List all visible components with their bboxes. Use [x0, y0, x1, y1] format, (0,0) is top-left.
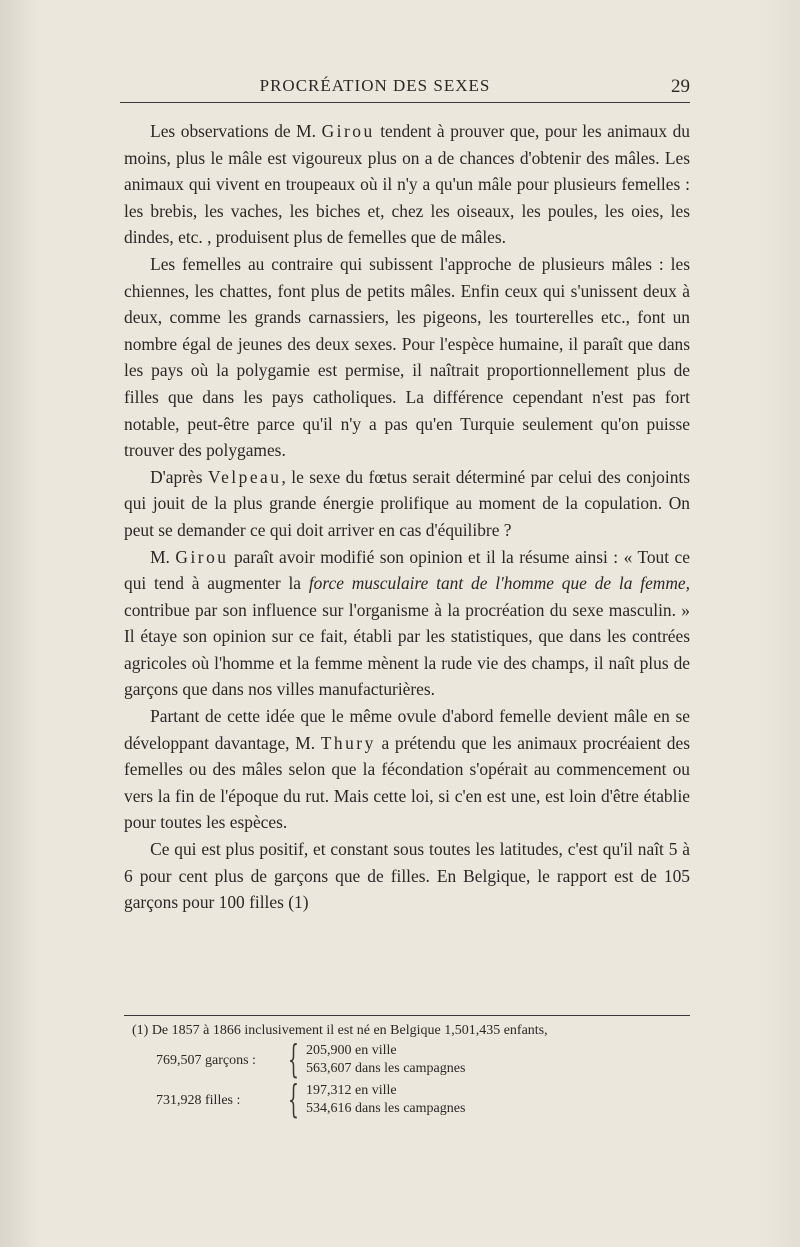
text-run: Les observations de M.	[150, 121, 322, 141]
text-run: a prétendu que les animaux procréaient des femelles ou des mâles selon que la fécondation s'opérait au commencement ou vers la fin de l'époque du rut. Mais cette loi, si c'en est une, est loin d'être établie pour toutes les espèces.	[124, 732, 690, 833]
header-rule	[120, 102, 690, 103]
boys-breakdown	[306, 1042, 465, 1078]
footnote-rule	[124, 1015, 690, 1016]
running-title: PROCRÉATION DES SEXES	[259, 76, 491, 95]
text-run: D'après	[150, 466, 208, 487]
author-name: Thury	[320, 732, 376, 753]
boys-city: 205,900 en ville	[306, 1043, 397, 1058]
text-run: Ce qui est plus positif, et constant sous toutes les latitudes, c'est qu'il naît 5 à 6 pour cent plus de garçons que de filles. En Belgique, le rapport est de 105 garçons pour 100 filles (1)	[124, 839, 690, 913]
paragraph-3	[124, 464, 690, 544]
girls-country: 534,616 dans les campagnes	[306, 1101, 466, 1116]
brace-glyph: {	[288, 1037, 299, 1081]
body-text	[124, 118, 690, 916]
emphasis: force musculaire tant de l'homme que de la femme,	[308, 573, 690, 594]
footnote-line: (1) De 1857 à 1866 inclusivement il est né en Belgique 1,501,435 enfants,	[132, 1023, 548, 1038]
author-name: Girou	[321, 121, 375, 141]
paragraph-4	[124, 544, 690, 704]
page-number: 29	[671, 76, 690, 97]
girls-city: 197,312 en ville	[306, 1083, 397, 1098]
text-run: tendent à prouver que, pour les animaux du moins, plus le mâle est vigoureux plus on a de chances d'obtenir des mâles. Les animaux qui vivent en troupeaux où il n'y a qu'un mâle pour plusieurs femelles : les brebis, les vaches, les biches et, chez les oiseaux, les poules, les oies, les dindes, etc. , produisent plus de femelles que de mâles.	[124, 121, 690, 248]
text-run: M.	[150, 546, 176, 567]
paragraph-1	[124, 118, 690, 251]
girls-breakdown	[306, 1082, 465, 1118]
text-run: Les femelles au contraire qui subissent l'approche de plusieurs mâles : les chiennes, les chattes, font plus de petits mâles. Enfin ceux qui s'unissent deux à deux, comme les grands carnassiers, les pigeons, les tourterelles etc., font un nombre égal de jeunes des deux sexes. Pour l'espèce humaine, il paraît que dans les pays où la polygamie est permise, il naîtrait proportionnellement plus de filles que dans les pays catholiques. La différence cependant n'est pas fort notable, peut-être parce qu'il n'y a pas qu'en Turquie seulement qu'on puisse trouver des polygames.	[124, 253, 690, 461]
girls-label: 731,928 filles :	[156, 1093, 241, 1108]
author-name: Girou	[175, 546, 229, 567]
footnote	[124, 1022, 694, 1120]
running-header	[120, 76, 690, 106]
paragraph-5	[124, 703, 690, 836]
text-run: contribue par son influence sur l'organisme à la procréation du sexe masculin. » Il étaye son opinion sur ce fait, établi par les statistiques, que dans les contrées agricoles où l'homme et la femme mènent la rude vie des champs, il naît plus de garçons que dans nos villes manufacturières.	[124, 599, 690, 700]
author-name: Velpeau	[207, 466, 282, 487]
footnote-boys-row	[124, 1037, 694, 1081]
text-run: Partant de cette idée que le même ovule d'abord femelle devient mâle en se développant davantage, M.	[124, 706, 690, 753]
brace-glyph: {	[288, 1077, 299, 1121]
boys-country: 563,607 dans les campagnes	[306, 1061, 466, 1076]
paragraph-2	[124, 251, 690, 464]
boys-label: 769,507 garçons :	[156, 1053, 256, 1068]
text-run: paraît avoir modifié son opinion et il la résume ainsi : « Tout ce qui tend à augmenter la	[124, 546, 690, 594]
footnote-girls-row	[124, 1077, 694, 1121]
text-run: , le sexe du fœtus serait déterminé par celui des conjoints qui jouit de la plus grande énergie prolifique au moment de la copulation. On peut se demander ce qui doit arriver en cas d'équilibre ?	[124, 466, 690, 540]
paragraph-6	[124, 836, 690, 916]
